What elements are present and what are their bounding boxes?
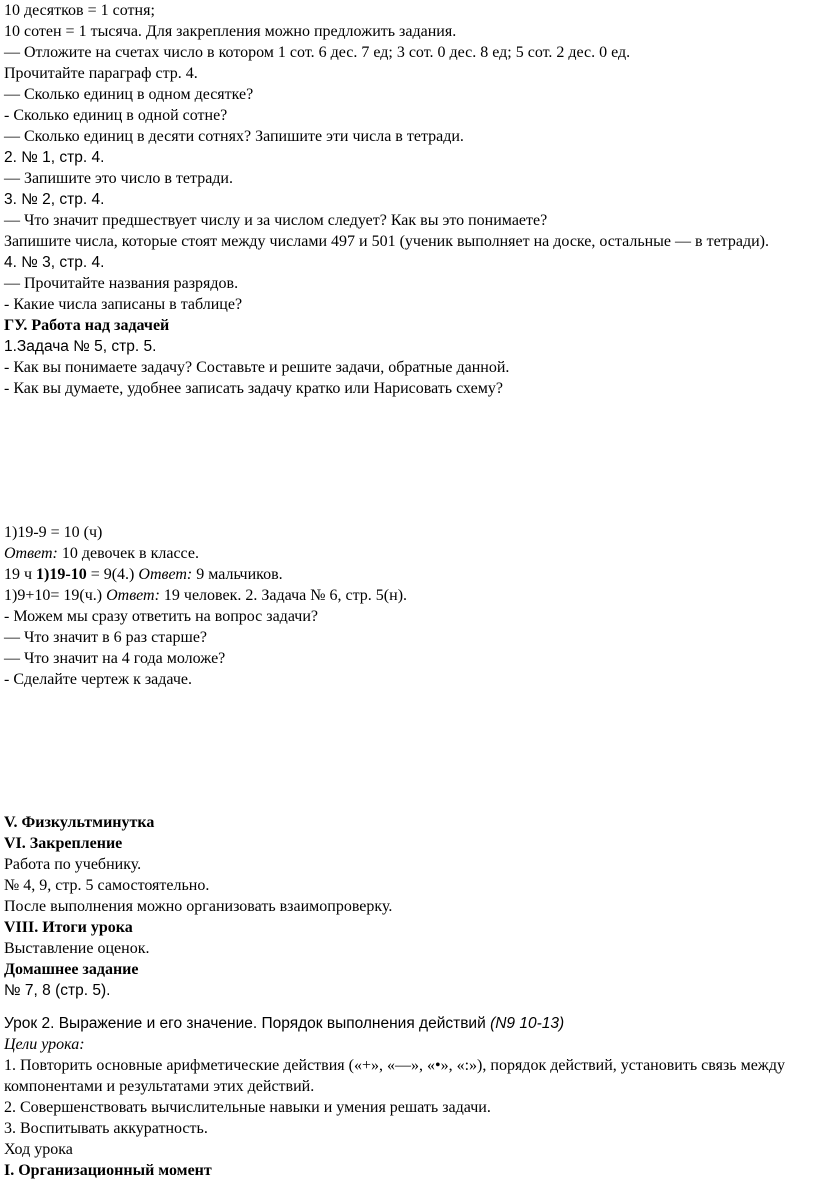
text-line: — Что значит на 4 года моложе? (4, 650, 226, 667)
blank-space (4, 399, 812, 522)
lesson-title (4, 1013, 812, 1034)
blank-space (4, 690, 812, 812)
answer-text: 19 человек. 2. Задача № 6, стр. 5(н). (159, 587, 408, 604)
solution-line (4, 564, 812, 585)
text-line: Работа по учебнику. (4, 856, 142, 873)
text-line: — Что значит в 6 раз старше? (4, 629, 208, 646)
solution-result: = 9(4.) (86, 566, 139, 583)
answer-text: 10 девочек в классе. (57, 545, 199, 562)
answer-text: 9 мальчиков. (192, 566, 283, 583)
homework-line: № 7, 8 (стр. 5). (4, 982, 111, 999)
blank-space (4, 1001, 812, 1013)
task-heading: 2. № 1, стр. 4. (4, 149, 105, 166)
text-line: — Сколько единиц в десяти сотнях? Запишите эти числа в тетради. (4, 128, 464, 145)
text-line: — Запишите это число в тетради. (4, 170, 233, 187)
lesson-title-text: Урок 2. Выражение и его значение. Порядок выполнения действий (4, 1015, 491, 1032)
solution-expression: 1)9+10= 19(ч.) (4, 587, 107, 604)
solution-line: 1)19-9 = 10 (ч) (4, 524, 103, 541)
text-line: - Сколько единиц в одной сотне? (4, 107, 228, 124)
text-line: - Какие числа записаны в таблице? (4, 296, 243, 313)
goal-item: 2. Совершенствовать вычислительные навыки и умения решать задачи. (4, 1099, 491, 1116)
goal-item: 1. Повторить основные арифметические действия («+», «—», «•», «:»), порядок действий, установить связь между компонентами и результатами этих действий. (4, 1057, 785, 1095)
text-line: № 4, 9, стр. 5 самостоятельно. (4, 877, 210, 894)
answer-label: Ответ: (106, 587, 160, 604)
text-line: - Можем мы сразу ответить на вопрос задачи? (4, 608, 318, 625)
section-heading: VI. Закрепление (4, 835, 123, 852)
task-heading: 3. № 2, стр. 4. (4, 191, 105, 208)
answer-label: Ответ: (138, 566, 193, 583)
text-line: — Прочитайте названия разрядов. (4, 275, 239, 292)
solution-expression: 1)19-10 (36, 566, 87, 583)
text-line: Прочитайте параграф стр. 4. (4, 65, 198, 82)
text-line: - Сделайте чертеж к задаче. (4, 671, 193, 688)
answer-line (4, 543, 812, 564)
text-paragraph: Запишите числа, которые стоят между числами 497 и 501 (ученик выполняет на доске, остальные — в тетради). (4, 233, 769, 250)
section-heading: ГУ. Работа над задачей (4, 317, 170, 334)
section-heading: I. Организационный момент (4, 1162, 212, 1179)
text-line: 10 десятков = 1 сотня; (4, 2, 155, 19)
text-line: - Как вы думаете, удобнее записать задачу кратко или Нарисовать схему? (4, 380, 503, 397)
lesson-title-ref: (N9 10-13) (490, 1015, 565, 1032)
section-heading: V. Физкультминутка (4, 814, 155, 831)
text-line: — Что значит предшествует числу и за числом следует? Как вы это понимаете? (4, 212, 548, 229)
text-line: 10 сотен = 1 тысяча. Для закрепления можно предложить задания. (4, 23, 457, 40)
answer-label: Ответ: (4, 545, 58, 562)
task-heading: 1.Задача № 5, стр. 5. (4, 338, 157, 355)
section-heading: Домашнее задание (4, 961, 139, 978)
text-line: Выставление оценок. (4, 940, 150, 957)
text-line: - Как вы понимаете задачу? Составьте и решите задачи, обратные данной. (4, 359, 510, 376)
text-line: — Отложите на счетах число в котором 1 сот. 6 дес. 7 ед; 3 сот. 0 дес. 8 ед; 5 сот. 2 дес. 0 ед. (4, 44, 631, 61)
task-heading: 4. № 3, стр. 4. (4, 254, 105, 271)
section-heading: VIII. Итоги урока (4, 919, 133, 936)
goal-item: 3. Воспитывать аккуратность. (4, 1120, 208, 1137)
text-line: Ход урока (4, 1141, 73, 1158)
solution-prefix: 19 ч (4, 566, 37, 583)
goals-heading: Цели урока: (4, 1036, 85, 1053)
text-line: — Сколько единиц в одном десятке? (4, 86, 254, 103)
solution-line (4, 585, 812, 606)
text-line: После выполнения можно организовать взаимопроверку. (4, 898, 393, 915)
